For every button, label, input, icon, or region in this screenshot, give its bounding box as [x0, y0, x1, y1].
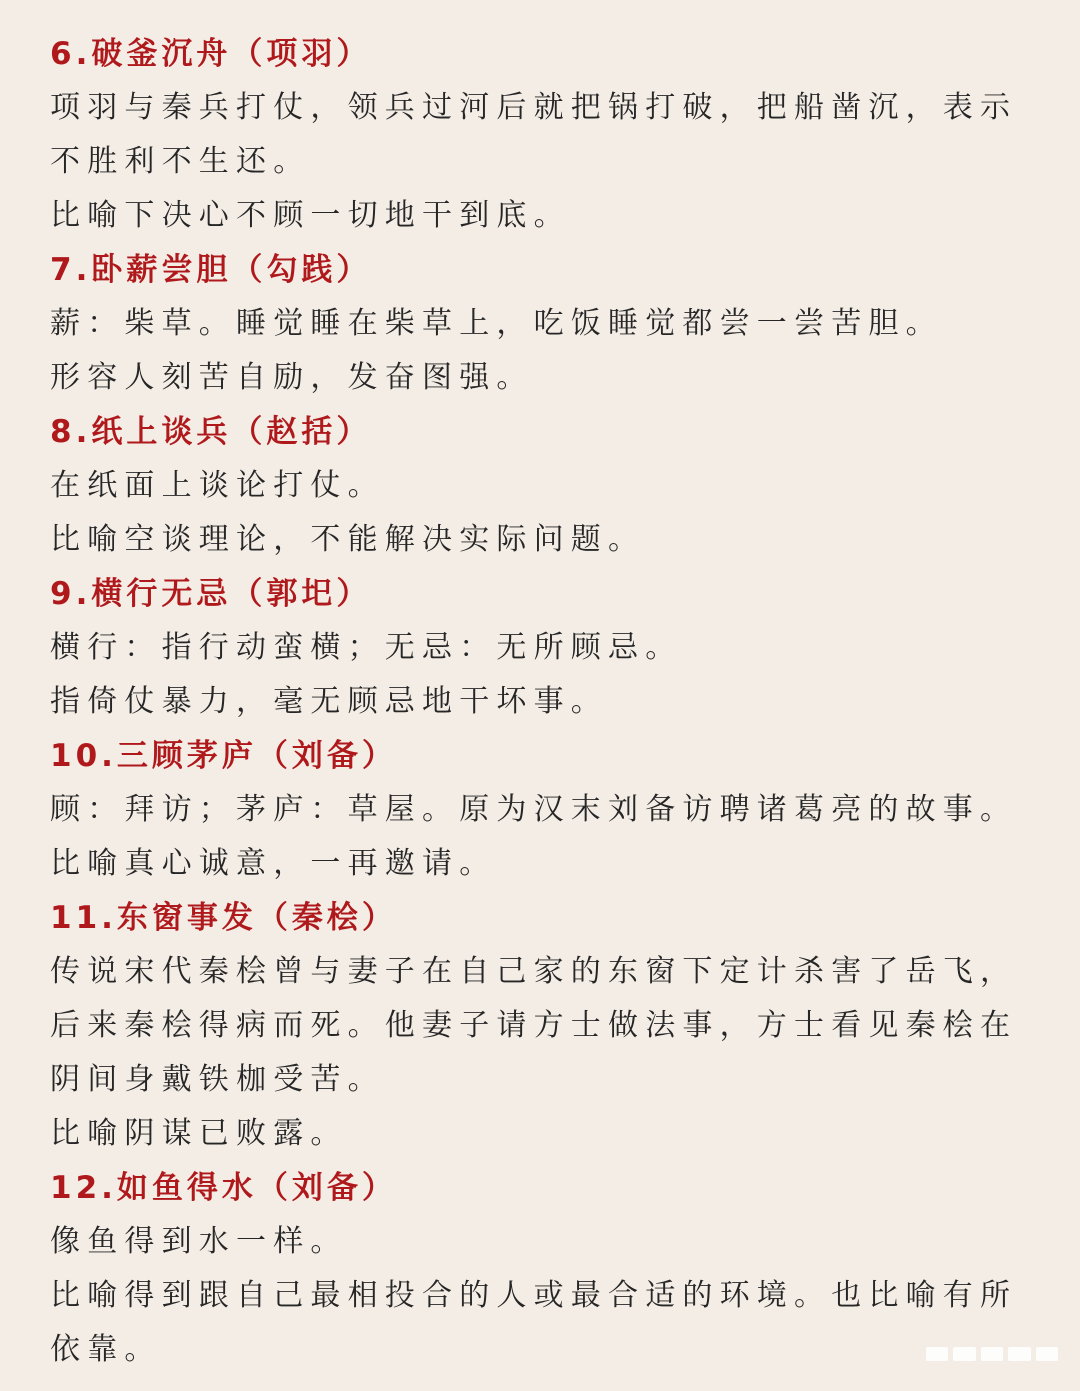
idiom-title: 6.破釜沉舟（项羽） — [50, 36, 372, 72]
idiom-title: 12.如鱼得水（刘备） — [50, 1170, 397, 1206]
idiom-entry — [50, 1161, 1040, 1377]
idiom-explanation: 横行：指行动蛮横；无忌：无所顾忌。 — [50, 630, 683, 665]
idiom-explanation: 传说宋代秦桧曾与妻子在自己家的东窗下定计杀害了岳飞，后来秦桧得病而死。他妻子请方士做法事，方士看见秦桧在阴间身戴铁枷受苦。 — [50, 954, 1018, 1097]
idiom-title: 7.卧薪尝胆（勾践） — [50, 252, 372, 288]
idiom-title: 11.东窗事发（秦桧） — [50, 900, 397, 936]
watermark-bar — [926, 1347, 948, 1361]
watermark-bars — [926, 1345, 1058, 1361]
idiom-entry — [50, 243, 1040, 405]
idiom-entry — [50, 27, 1040, 243]
idiom-title: 8.纸上谈兵（赵括） — [50, 414, 372, 450]
idiom-explanation: 项羽与秦兵打仗，领兵过河后就把锅打破，把船凿沉，表示不胜利不生还。 — [50, 90, 1018, 179]
idiom-entry — [50, 729, 1040, 891]
idiom-title: 9.横行无忌（郭圯） — [50, 576, 372, 612]
idiom-explanation: 薪：柴草。睡觉睡在柴草上，吃饭睡觉都尝一尝苦胆。 — [50, 306, 943, 341]
idiom-title: 10.三顾茅庐（刘备） — [50, 738, 397, 774]
watermark-bar — [953, 1347, 975, 1361]
idiom-meaning: 比喻空谈理论，不能解决实际问题。 — [50, 522, 646, 557]
watermark-bar — [1008, 1347, 1030, 1361]
idiom-entry — [50, 405, 1040, 567]
idiom-meaning: 形容人刻苦自励，发奋图强。 — [50, 360, 534, 395]
idiom-entry — [50, 567, 1040, 729]
idiom-entry — [50, 891, 1040, 1161]
watermark-bar — [981, 1347, 1003, 1361]
idiom-meaning: 比喻阴谋已败露。 — [50, 1116, 348, 1151]
idiom-explanation: 像鱼得到水一样。 — [50, 1224, 348, 1259]
idiom-document — [50, 27, 1040, 1377]
idiom-explanation: 在纸面上谈论打仗。 — [50, 468, 385, 503]
idiom-meaning: 比喻下决心不顾一切地干到底。 — [50, 198, 571, 233]
watermark-bar — [1036, 1347, 1058, 1361]
idiom-meaning: 比喻真心诚意，一再邀请。 — [50, 846, 497, 881]
idiom-meaning: 比喻得到跟自己最相投合的人或最合适的环境。也比喻有所依靠。 — [50, 1278, 1018, 1367]
idiom-meaning: 指倚仗暴力，毫无顾忌地干坏事。 — [50, 684, 608, 719]
idiom-explanation: 顾：拜访；茅庐：草屋。原为汉末刘备访聘诸葛亮的故事。 — [50, 792, 1018, 827]
